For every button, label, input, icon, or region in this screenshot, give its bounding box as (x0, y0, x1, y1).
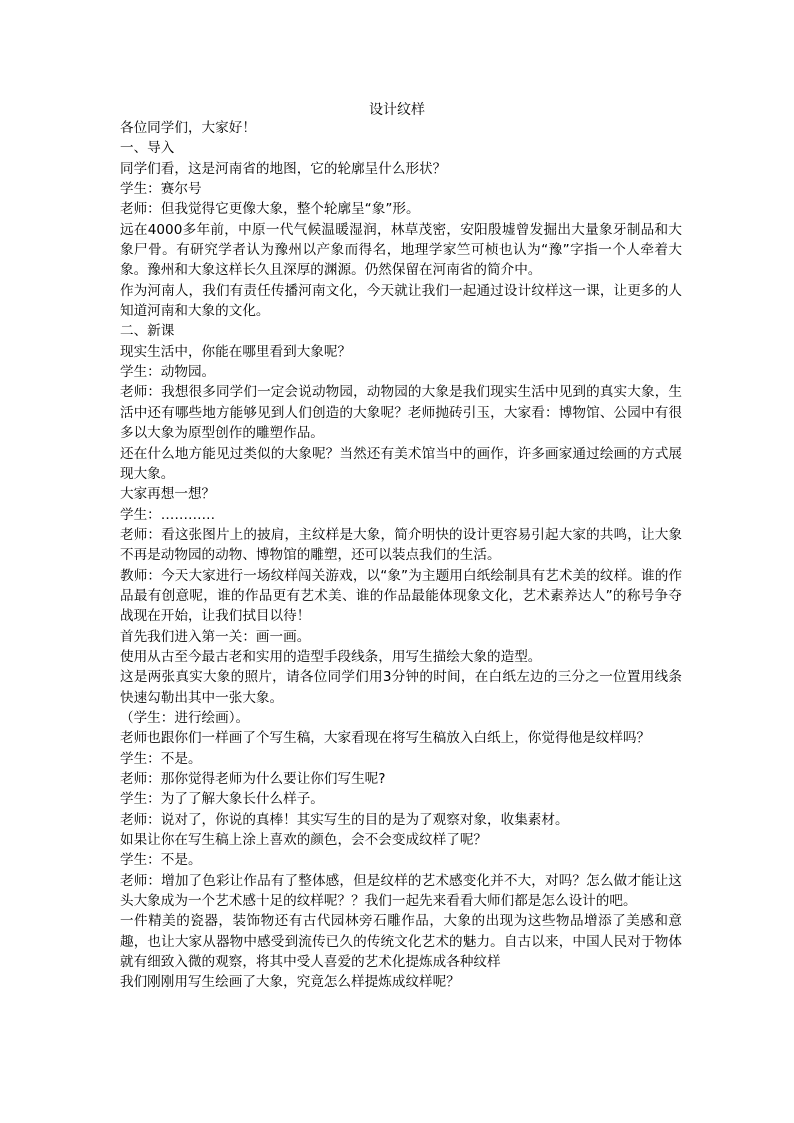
paragraph: 大家再想一想？ (120, 486, 216, 503)
paragraph: 同学们看，这是河南省的地图，它的轮廓呈什么形状？ (120, 160, 447, 177)
paragraph: 首先我们进入第一关：画一画。 (120, 628, 311, 645)
paragraph: 老师：我想很多同学们一定会说动物园，动物园的大象是我们现实生活中见到的真实大象，生活中还有哪些地方能够见到人们创造的大象呢？老师抛砖引玉，大家看：博物馆、公园中有很多以大象为原型创作的雕塑作品。 (120, 384, 682, 442)
paragraph: 远在4000多年前，中原一代气候温暖湿润，林草茂密，安阳殷墟曾发掘出大量象牙制品和大象尸骨。有研究学者认为豫州以产象而得名，地理学家竺可桢也认为“豫”字指一个人牵着大象。豫州和大象这样长久且深厚的渊源。仍然保留在河南省的简介中。 (120, 221, 682, 279)
paragraph: 我们刚刚用写生绘画了大象，究竟怎么样提炼成纹样呢？ (120, 974, 460, 991)
paragraph: 老师：增加了色彩让作品有了整体感，但是纹样的艺术感变化并不大，对吗？怎么做才能让这头大象成为一个艺术感十足的纹样呢？？我们一起先来看看大师们都是怎么设计的吧。 (120, 872, 682, 910)
paragraph: 老师也跟你们一样画了个写生稿，大家看现在将写生稿放入白纸上，你觉得他是纹样吗？ (120, 730, 651, 747)
paragraph: 老师：看这张图片上的披肩，主纹样是大象，简介明快的设计更容易引起大家的共鸣，让大象不再是动物园的动物、博物馆的雕塑，还可以装点我们的生活。 (120, 526, 682, 564)
paragraph: 老师：说对了，你说的真棒！其实写生的目的是为了观察对象，收集素材。 (120, 811, 569, 828)
paragraph: 现实生活中，你能在哪里看到大象呢？ (120, 343, 352, 360)
paragraph: 学生：不是。 (120, 852, 202, 869)
paragraph: 这是两张真实大象的照片，请各位同学们用3分钟的时间，在白纸左边的三分之一位置用线条快速勾勒出其中一张大象。 (120, 669, 682, 706)
paragraph: 学生：不是。 (120, 750, 202, 767)
paragraph: 学生：为了了解大象长什么样子。 (120, 791, 324, 808)
paragraph: 老师：但我觉得它更像大象，整个轮廓呈“象”形。 (120, 201, 420, 218)
paragraph: 学生：………… (120, 506, 216, 523)
paragraph: 学生：动物园。 (120, 364, 216, 381)
document-body (120, 118, 682, 993)
paragraph: 使用从古至今最古老和实用的造型手段线条，用写生描绘大象的造型。 (120, 648, 542, 665)
paragraph: （学生：进行绘画）。 (120, 709, 250, 726)
section-heading: 二、新课 (120, 323, 175, 340)
document-title: 设计纹样 (369, 102, 425, 118)
paragraph: 老师：那你觉得老师为什么要让你们写生呢? (120, 771, 386, 787)
section-heading: 一、导入 (120, 140, 175, 157)
paragraph: 各位同学们，大家好！ (120, 120, 256, 136)
paragraph: 一件精美的瓷器，装饰物还有古代园林旁石雕作品，大象的出现为这些物品增添了美感和意趣，也让大家从器物中感受到流传已久的传统文化艺术的魅力。自古以来，中国人民对于物体就有细致入微的观察，将其中受人喜爱的艺术化提炼成各种纹样 (120, 913, 682, 971)
paragraph: 教师：今天大家进行一场纹样闯关游戏，以“象”为主题用白纸绘制具有艺术美的纹样。谁的作品最有创意呢，谁的作品更有艺术美、谁的作品最能体现象文化，艺术素养达人”的称号争夺战现在开始，让我们拭目以待！ (120, 567, 682, 625)
paragraph: 作为河南人，我们有责任传播河南文化，今天就让我们一起通过设计纹样这一课，让更多的人知道河南和大象的文化。 (120, 282, 682, 320)
paragraph: 还在什么地方能见过类似的大象呢？当然还有美术馆当中的画作，许多画家通过绘画的方式展现大象。 (120, 445, 682, 482)
paragraph: 学生：赛尔号 (120, 181, 202, 198)
paragraph: 如果让你在写生稿上涂上喜欢的颜色，会不会变成纹样了呢？ (120, 832, 488, 849)
